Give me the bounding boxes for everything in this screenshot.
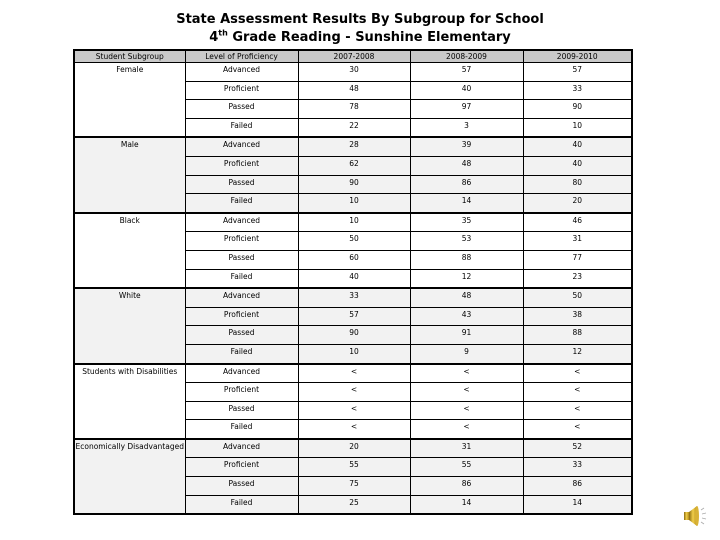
results-table [73, 49, 633, 515]
level-cell: Failed [185, 118, 298, 137]
level-cell: Advanced [185, 63, 298, 82]
value-cell: 77 [523, 250, 632, 269]
value-cell: 10 [298, 344, 410, 363]
value-cell: 48 [410, 288, 523, 307]
value-cell: 40 [523, 156, 632, 175]
table-row [74, 63, 632, 82]
value-cell: 14 [410, 194, 523, 213]
speaker-icon[interactable] [682, 504, 708, 528]
value-cell: 31 [410, 439, 523, 458]
value-cell: 52 [523, 439, 632, 458]
level-cell: Failed [185, 344, 298, 363]
table-row [74, 439, 632, 458]
level-cell: Advanced [185, 137, 298, 156]
subgroup-cell: Economically Disadvantaged [74, 439, 185, 514]
value-cell: 38 [523, 307, 632, 326]
table-row [74, 137, 632, 156]
value-cell: 86 [523, 477, 632, 496]
value-cell: < [298, 420, 410, 439]
value-cell: 90 [298, 326, 410, 345]
value-cell: 88 [523, 326, 632, 345]
level-cell: Failed [185, 194, 298, 213]
header-level: Level of Proficiency [185, 50, 298, 63]
value-cell: 90 [298, 175, 410, 194]
value-cell: 62 [298, 156, 410, 175]
value-cell: 33 [298, 288, 410, 307]
level-cell: Proficient [185, 81, 298, 100]
header-2009-2010: 2009-2010 [523, 50, 632, 63]
value-cell: < [523, 364, 632, 383]
subgroup-cell: Black [74, 213, 185, 288]
table-row [74, 364, 632, 383]
value-cell: 9 [410, 344, 523, 363]
level-cell: Passed [185, 401, 298, 420]
level-cell: Advanced [185, 213, 298, 232]
value-cell: 55 [298, 458, 410, 477]
value-cell: 14 [410, 495, 523, 514]
subgroup-cell: White [74, 288, 185, 363]
value-cell: 80 [523, 175, 632, 194]
value-cell: 10 [523, 118, 632, 137]
value-cell: 57 [523, 63, 632, 82]
level-cell: Proficient [185, 383, 298, 402]
value-cell: 33 [523, 81, 632, 100]
value-cell: 50 [523, 288, 632, 307]
level-cell: Passed [185, 175, 298, 194]
value-cell: 31 [523, 232, 632, 251]
grade-suffix: th [218, 28, 228, 38]
value-cell: 33 [523, 458, 632, 477]
value-cell: 35 [410, 213, 523, 232]
subgroup-cell: Male [74, 137, 185, 212]
value-cell: 39 [410, 137, 523, 156]
value-cell: 50 [298, 232, 410, 251]
value-cell: 53 [410, 232, 523, 251]
level-cell: Failed [185, 420, 298, 439]
value-cell: 48 [298, 81, 410, 100]
value-cell: 90 [523, 100, 632, 119]
level-cell: Passed [185, 326, 298, 345]
value-cell: < [298, 383, 410, 402]
value-cell: 40 [298, 269, 410, 288]
header-subgroup: Student Subgroup [74, 50, 185, 63]
level-cell: Passed [185, 477, 298, 496]
header-2008-2009: 2008-2009 [410, 50, 523, 63]
level-cell: Passed [185, 100, 298, 119]
value-cell: 30 [298, 63, 410, 82]
value-cell: < [410, 383, 523, 402]
title-line-1: State Assessment Results By Subgroup for School [176, 12, 544, 27]
level-cell: Advanced [185, 439, 298, 458]
value-cell: < [298, 364, 410, 383]
value-cell: < [298, 401, 410, 420]
title-line-2 [0, 29, 720, 47]
value-cell: < [523, 383, 632, 402]
value-cell: 75 [298, 477, 410, 496]
value-cell: 3 [410, 118, 523, 137]
value-cell: 48 [410, 156, 523, 175]
level-cell: Proficient [185, 307, 298, 326]
level-cell: Proficient [185, 232, 298, 251]
value-cell: < [410, 364, 523, 383]
table-row [74, 288, 632, 307]
title-rest: Grade Reading - Sunshine Elementary [227, 30, 511, 45]
value-cell: 55 [410, 458, 523, 477]
value-cell: 20 [523, 194, 632, 213]
level-cell: Advanced [185, 364, 298, 383]
value-cell: 86 [410, 175, 523, 194]
level-cell: Passed [185, 250, 298, 269]
grade-number: 4 [209, 30, 219, 45]
value-cell: 86 [410, 477, 523, 496]
value-cell: 14 [523, 495, 632, 514]
value-cell: 10 [298, 213, 410, 232]
value-cell: 40 [410, 81, 523, 100]
value-cell: 12 [410, 269, 523, 288]
value-cell: 10 [298, 194, 410, 213]
level-cell: Failed [185, 495, 298, 514]
subgroup-cell: Students with Disabilities [74, 364, 185, 439]
value-cell: 22 [298, 118, 410, 137]
value-cell: 97 [410, 100, 523, 119]
value-cell: 23 [523, 269, 632, 288]
value-cell: 88 [410, 250, 523, 269]
value-cell: < [410, 401, 523, 420]
level-cell: Proficient [185, 458, 298, 477]
value-cell: < [410, 420, 523, 439]
level-cell: Proficient [185, 156, 298, 175]
value-cell: 91 [410, 326, 523, 345]
level-cell: Failed [185, 269, 298, 288]
table-row [74, 213, 632, 232]
value-cell: 78 [298, 100, 410, 119]
header-2007-2008: 2007-2008 [298, 50, 410, 63]
header-row [74, 50, 632, 63]
level-cell: Advanced [185, 288, 298, 307]
value-cell: 40 [523, 137, 632, 156]
value-cell: < [523, 420, 632, 439]
value-cell: 57 [298, 307, 410, 326]
value-cell: < [523, 401, 632, 420]
value-cell: 20 [298, 439, 410, 458]
value-cell: 25 [298, 495, 410, 514]
subgroup-cell: Female [74, 63, 185, 138]
value-cell: 60 [298, 250, 410, 269]
value-cell: 12 [523, 344, 632, 363]
value-cell: 28 [298, 137, 410, 156]
value-cell: 57 [410, 63, 523, 82]
value-cell: 46 [523, 213, 632, 232]
value-cell: 43 [410, 307, 523, 326]
